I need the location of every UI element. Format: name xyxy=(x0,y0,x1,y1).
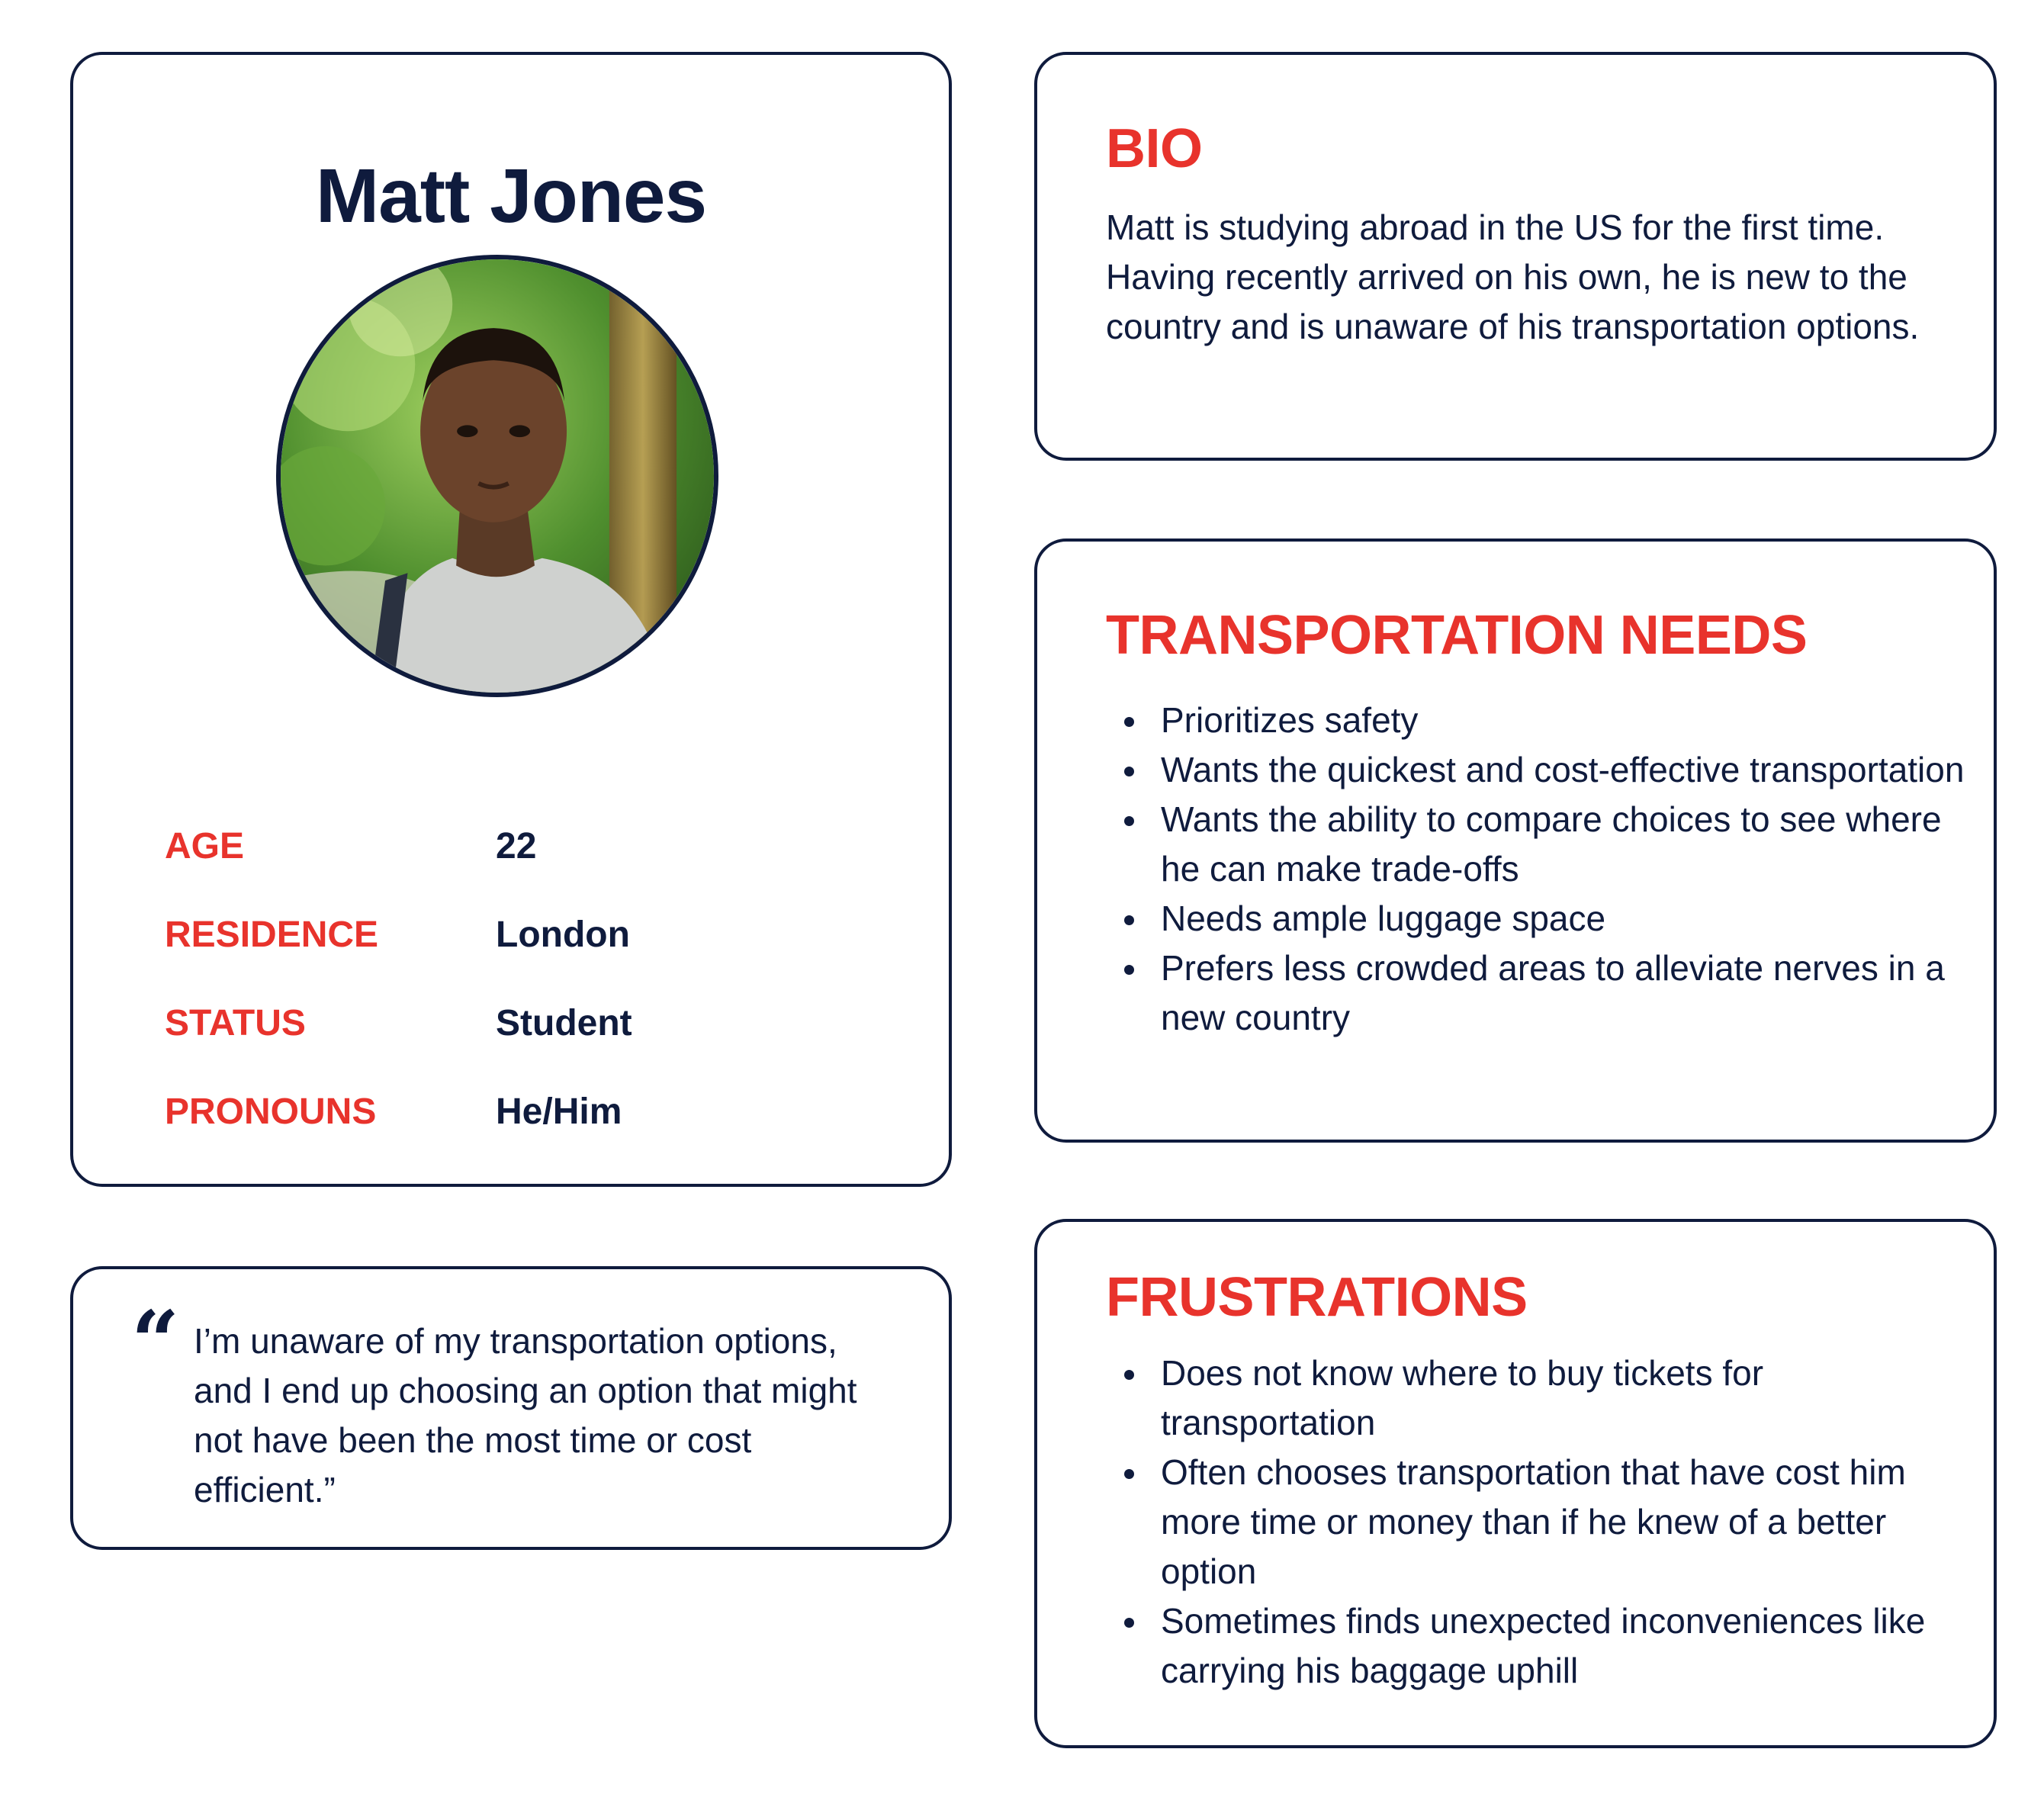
list-item: Wants the ability to compare choices to see where he can make trade-offs xyxy=(1106,795,1968,894)
fact-label: RESIDENCE xyxy=(165,915,379,955)
list-item: Wants the quickest and cost-effective transportation xyxy=(1106,745,1968,795)
quote-card xyxy=(70,1266,952,1550)
list-item: Does not know where to buy tickets for transportation xyxy=(1106,1349,1968,1448)
fact-label: PRONOUNS xyxy=(165,1092,377,1132)
fact-label: AGE xyxy=(165,826,245,866)
profile-card xyxy=(70,52,952,1187)
list-item: Sometimes finds unexpected inconveniences like carrying his baggage uphill xyxy=(1106,1596,1968,1696)
frustrations-card xyxy=(1034,1219,1997,1748)
quote-text: I’m unaware of my transportation options, and I end up choosing an option that might not have been the most time or cost efficient.” xyxy=(194,1321,857,1509)
fact-value: He/Him xyxy=(496,1092,622,1132)
quote-mark-icon: “ xyxy=(131,1292,180,1391)
needs-title: TRANSPORTATION NEEDS xyxy=(1106,605,1808,666)
transportation-needs-card xyxy=(1034,539,1997,1143)
avatar xyxy=(276,255,718,697)
fact-value: London xyxy=(496,915,630,955)
fact-value: Student xyxy=(496,1003,632,1043)
fact-value: 22 xyxy=(496,826,537,866)
list-item: Needs ample luggage space xyxy=(1106,894,1968,944)
frustrations-title: FRUSTRATIONS xyxy=(1106,1267,1528,1328)
avatar-photo xyxy=(281,259,714,693)
list-item: Often chooses transportation that have cost him more time or money than if he knew of a better option xyxy=(1106,1448,1968,1596)
persona-name: Matt Jones xyxy=(315,153,707,239)
bio-card xyxy=(1034,52,1997,461)
fact-label: STATUS xyxy=(165,1003,306,1043)
list-item: Prefers less crowded areas to alleviate nerves in a new country xyxy=(1106,944,1968,1043)
frustrations-list xyxy=(1106,1349,1968,1696)
bio-title: BIO xyxy=(1106,118,1203,179)
bio-text: Matt is studying abroad in the US for the first time. Having recently arrived on his own, he is new to the country and is unaware of his transportation options. xyxy=(1106,207,1920,346)
needs-list xyxy=(1106,696,1968,1043)
list-item: Prioritizes safety xyxy=(1106,696,1968,745)
